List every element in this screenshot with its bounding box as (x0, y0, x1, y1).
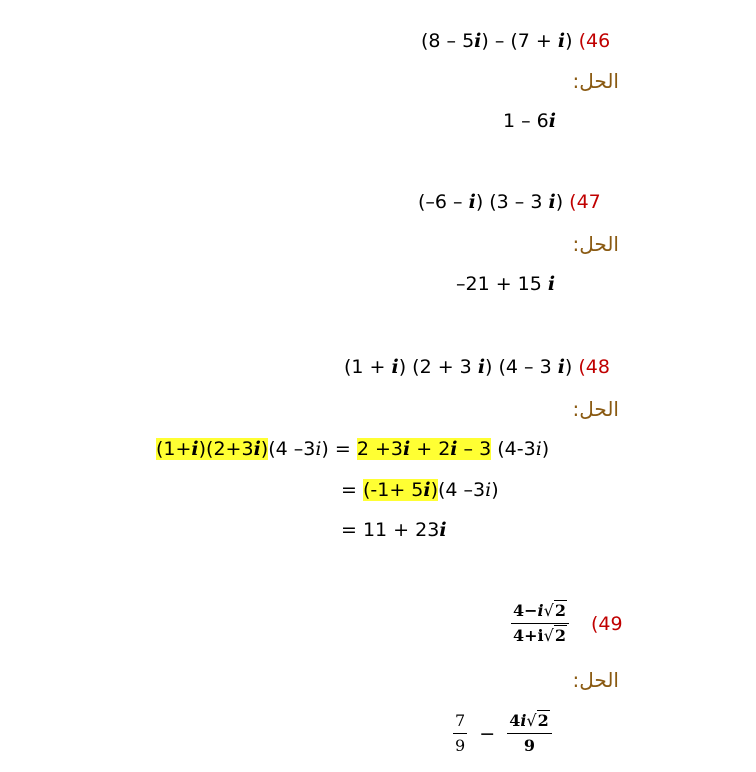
expr-part: (4 –3 (268, 438, 316, 460)
numerator: 7 (453, 710, 467, 734)
answer-part: –21 + 15 (456, 273, 548, 295)
expr-part: (8 – 5 (421, 30, 475, 52)
imaginary-unit: i (391, 356, 399, 378)
imaginary-unit: i (557, 356, 565, 378)
imaginary-unit: i (520, 711, 527, 730)
expr-part: 4+i (513, 626, 544, 645)
radicand: 2 (554, 601, 566, 620)
expr-part: 4− (513, 601, 538, 620)
solution-label: الحل: (572, 397, 619, 421)
imaginary-unit: i (548, 191, 556, 213)
problem-46-expression (421, 28, 610, 54)
expr-part: ) (4 – 3 (485, 356, 558, 378)
expr-part: (4 –3 (438, 479, 486, 501)
numerator (507, 710, 552, 734)
expr-part: (4-3 (491, 438, 536, 460)
imaginary-unit: i (548, 110, 556, 132)
answer-part: 1 – 6 (503, 110, 549, 132)
solution-label: الحل: (572, 232, 619, 256)
expr-part: ) (260, 438, 269, 460)
problem-49-answer (453, 710, 552, 757)
radical-sign: √ (526, 711, 537, 730)
expr-part: ) – (7 + (481, 30, 558, 52)
problem-47-answer (456, 271, 555, 297)
solution-label: الحل: (572, 668, 619, 692)
expr-part: – 3 (457, 438, 492, 460)
imaginary-unit: i (557, 30, 566, 52)
highlighted-product (156, 438, 268, 460)
imaginary-unit: i (537, 601, 544, 620)
problem-49-expression (511, 600, 623, 647)
problem-48-expression (344, 354, 610, 380)
expr-part: ) (564, 356, 573, 378)
imaginary-unit: i (253, 438, 261, 460)
expr-part: ) = (321, 438, 357, 460)
expr-part: 4 (509, 711, 521, 730)
problem-number: (49 (591, 612, 623, 635)
imaginary-unit: i (402, 438, 411, 460)
square-root (544, 625, 567, 647)
imaginary-unit: i (474, 30, 482, 52)
expr-part: (1+ (156, 438, 192, 460)
expr-part: ) (3 – 3 (475, 191, 549, 213)
expr-part: = 11 + 23 (341, 519, 440, 541)
imaginary-unit: i (450, 438, 458, 460)
expr-part: (-1+ 5 (362, 479, 424, 501)
problem-number: (47 (569, 191, 601, 213)
equals: = (341, 479, 363, 501)
radicand: 2 (554, 626, 566, 645)
expr-part: + 2 (410, 438, 451, 460)
expr-part: ) (491, 479, 499, 501)
expr-part: ) (430, 479, 439, 501)
denominator: 9 (455, 736, 466, 755)
imaginary-unit: i (535, 438, 542, 460)
imaginary-unit: i (477, 356, 486, 378)
imaginary-unit: i (468, 191, 476, 213)
imaginary-unit: i (439, 519, 447, 541)
fraction (507, 710, 552, 757)
square-root (526, 710, 549, 732)
expr-part: ) (555, 191, 564, 213)
expr-part: ) (565, 30, 573, 52)
expr-part: ) (541, 438, 550, 460)
denominator (511, 624, 569, 647)
problem-48-step-3 (341, 517, 447, 543)
numerator (511, 600, 569, 624)
fraction (511, 600, 569, 647)
radical-sign: √ (543, 626, 554, 645)
highlighted-sum (363, 479, 438, 501)
imaginary-unit: i (423, 479, 431, 501)
square-root (544, 600, 567, 622)
problem-number: (48 (578, 356, 610, 378)
problem-46-answer (503, 108, 556, 134)
problem-47-expression (418, 189, 601, 215)
imaginary-unit: i (315, 438, 322, 460)
problem-number: (46 (578, 30, 611, 52)
imaginary-unit: i (547, 273, 556, 295)
minus-sign: − (479, 722, 496, 745)
imaginary-unit: i (485, 479, 492, 501)
highlighted-expansion (357, 438, 491, 460)
denominator: 9 (523, 736, 536, 755)
problem-48-step-2 (341, 477, 499, 503)
solution-label: الحل: (572, 69, 619, 93)
radicand: 2 (537, 711, 549, 730)
expr-part: (1 + (344, 356, 392, 378)
expr-part: (–6 – (418, 191, 469, 213)
problem-48-step-1 (156, 436, 549, 462)
radical-sign: √ (543, 601, 554, 620)
expr-part: 2 +3 (356, 438, 403, 460)
expr-part: )(2+3 (198, 438, 254, 460)
imaginary-unit: i (191, 438, 199, 460)
expr-part: ) (2 + 3 (398, 356, 478, 378)
fraction (453, 710, 467, 757)
